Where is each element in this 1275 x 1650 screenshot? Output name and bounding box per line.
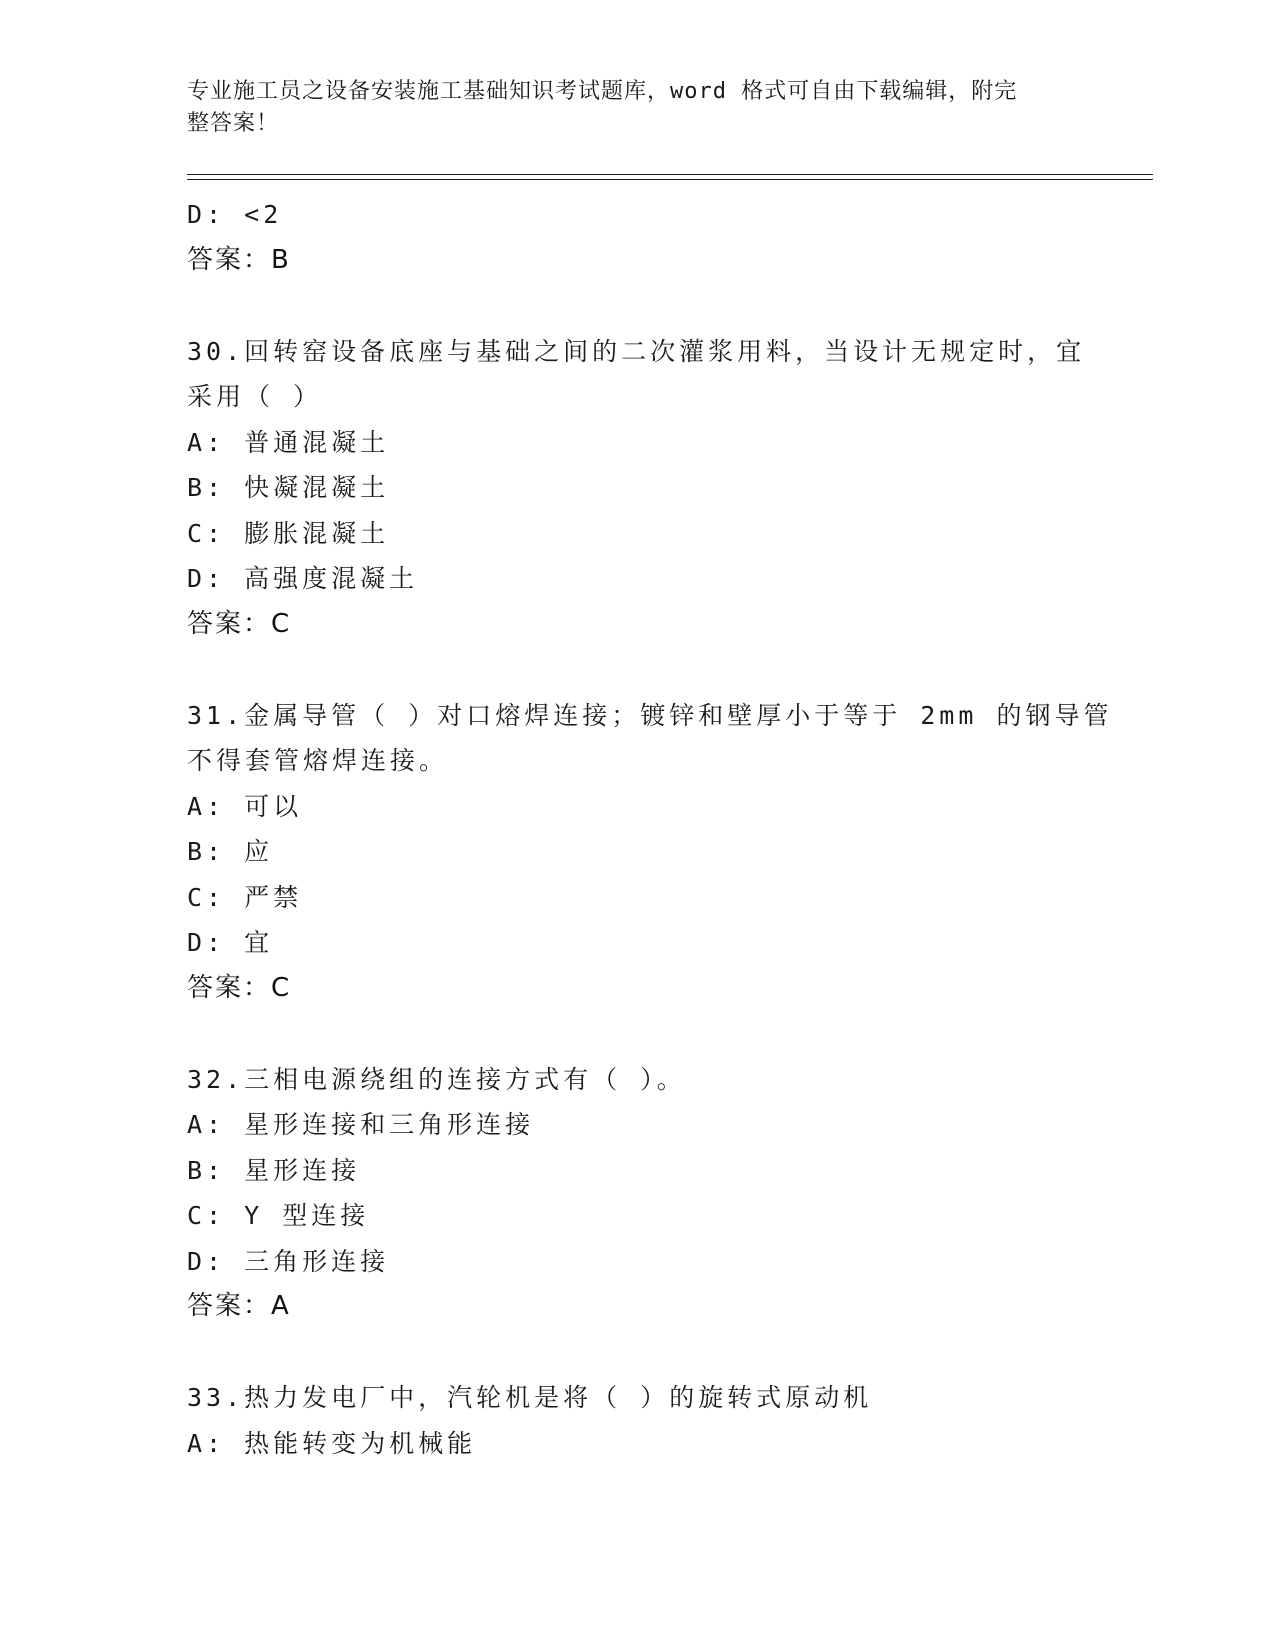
option-d: D: <2 xyxy=(187,200,283,229)
option-d: D: 三角形连接 xyxy=(187,1246,390,1276)
document-header xyxy=(187,76,1067,140)
spacer xyxy=(187,1330,1087,1376)
option-b: B: 星形连接 xyxy=(187,1155,361,1185)
question-stem: 采用（ ） xyxy=(187,382,323,411)
option-b: B: 应 xyxy=(187,837,274,866)
option-a: A: 普通混凝土 xyxy=(187,427,390,457)
answer: 答案：C xyxy=(187,608,292,639)
header-title-line-1: 专业施工员之设备安装施工基础知识考试题库，word 格式可自由下载编辑，附完 xyxy=(187,79,1018,104)
option-d: D: 宜 xyxy=(187,928,274,957)
header-rule-bottom xyxy=(187,179,1153,180)
header-title-line-2: 整答案！ xyxy=(187,111,280,136)
option-c: C: 严禁 xyxy=(187,882,303,912)
answer: 答案：C xyxy=(187,972,292,1003)
option-a: A: 可以 xyxy=(187,791,303,821)
option-b: B: 快凝混凝土 xyxy=(187,473,390,502)
option-a: A: 星形连接和三角形连接 xyxy=(187,1110,535,1139)
option-d: D: 高强度混凝土 xyxy=(187,564,419,593)
option-c: C: Y 型连接 xyxy=(187,1201,370,1230)
question-stem: 不得套管熔焊连接。 xyxy=(187,746,449,775)
question-32 xyxy=(187,1057,1087,1330)
question-stem: 32.三相电源绕组的连接方式有（ ）。 xyxy=(187,1064,686,1094)
answer: 答案：B xyxy=(187,244,291,275)
option-a: A: 热能转变为机械能 xyxy=(187,1428,477,1458)
header-rule-top xyxy=(187,174,1153,175)
option-c: C: 膨胀混凝土 xyxy=(187,518,390,548)
question-stem: 30.回转窑设备底座与基础之间的二次灌浆用料，当设计无规定时，宜 xyxy=(187,336,1086,366)
question-31 xyxy=(187,693,1113,1012)
spacer xyxy=(187,647,1087,693)
spacer xyxy=(187,1011,1087,1057)
question-30 xyxy=(187,329,1087,648)
question-stem: 31.金属导管（ ）对口熔焊连接；镀锌和壁厚小于等于 2mm 的钢导管 xyxy=(187,700,1113,730)
answer: 答案：A xyxy=(187,1291,291,1321)
spacer xyxy=(187,283,1087,329)
question-list xyxy=(187,192,1113,1466)
question-33 xyxy=(187,1375,1087,1466)
question-stem: 33.热力发电厂中，汽轮机是将（ ）的旋转式原动机 xyxy=(187,1383,873,1412)
